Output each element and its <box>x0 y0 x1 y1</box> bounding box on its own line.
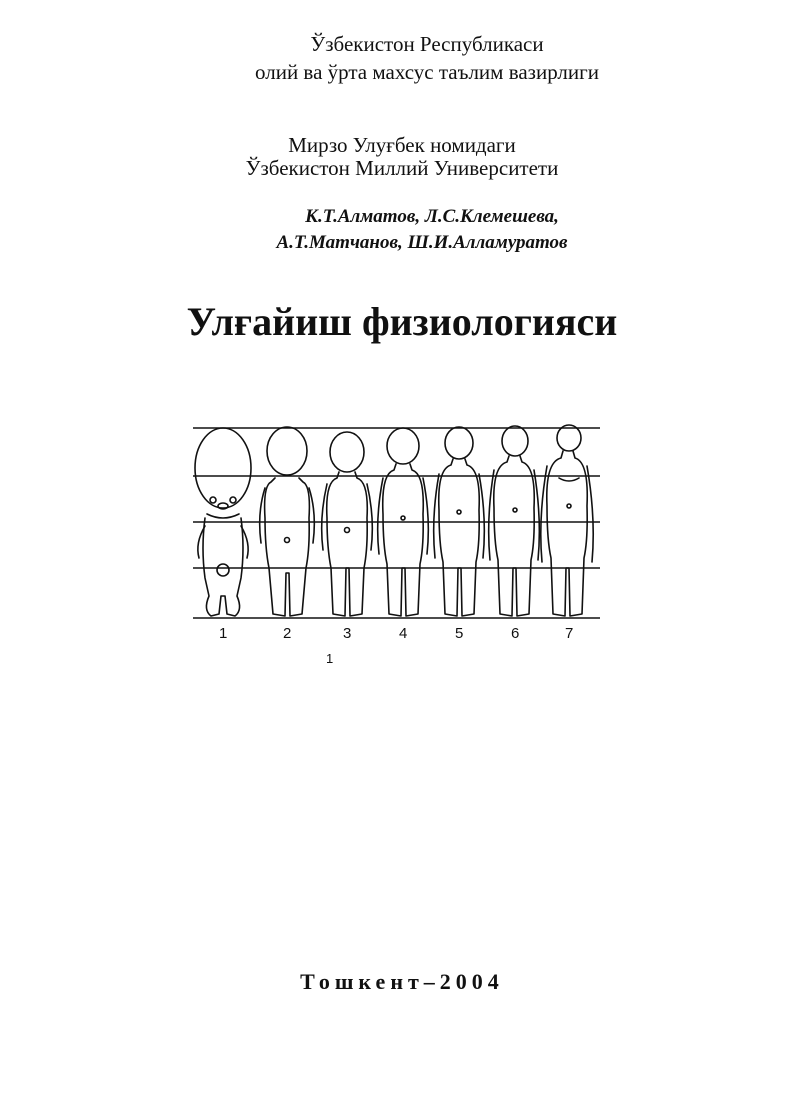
authors-line-1: К.Т.Алматов, Л.С.Клемешева, <box>305 206 559 227</box>
university-line-2: Ўзбекистон Миллий Университети <box>245 156 559 180</box>
figure-label-4: 4 <box>399 625 408 642</box>
figure-label-5: 5 <box>455 625 464 642</box>
university-line-1: Мирзо Улуғбек номидаги <box>288 133 516 157</box>
body-figure-6 <box>489 426 540 616</box>
figure-label-2: 2 <box>283 625 292 642</box>
figure-label-6: 6 <box>511 625 520 642</box>
ministry-line-2: олий ва ўрта махсус таълим вазирлиги <box>255 60 599 84</box>
figure-footnote-mark: 1 <box>326 651 334 666</box>
figure-label-3: 3 <box>343 625 352 642</box>
figure-label-1: 1 <box>219 625 228 642</box>
authors-line-2: А.Т.Матчанов, Ш.И.Алламуратов <box>276 232 568 253</box>
body-proportions-figure <box>185 418 605 668</box>
book-title: Улғайиш физиологияси <box>186 299 618 344</box>
ministry-line-1: Ўзбекистон Республикаси <box>310 32 544 56</box>
city-year: Тошкент–2004 <box>300 969 504 994</box>
body-figure-3 <box>322 432 373 616</box>
figure-label-7: 7 <box>565 625 574 642</box>
body-figure-7 <box>541 425 593 616</box>
